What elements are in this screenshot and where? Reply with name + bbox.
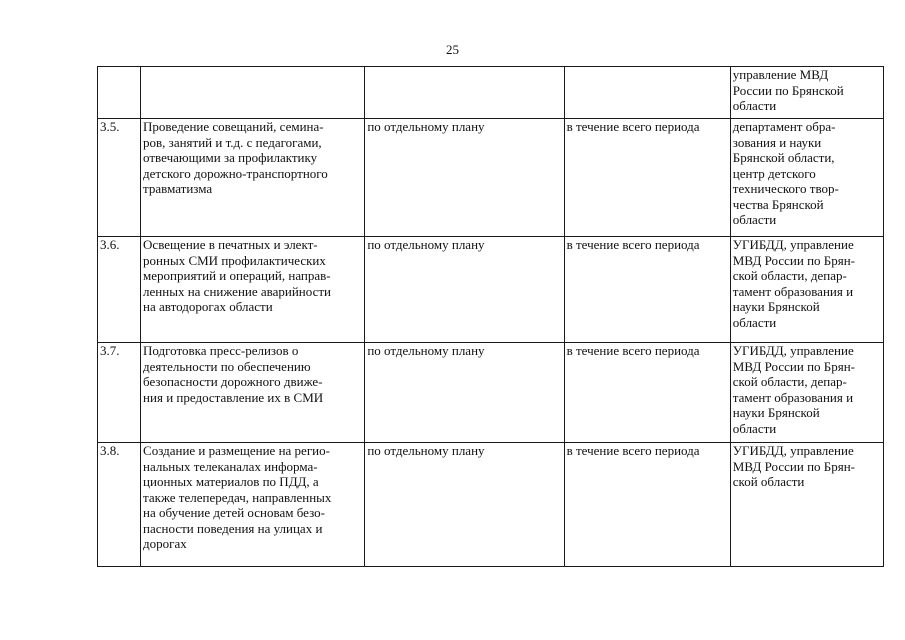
period-cell: в течение всего периода <box>564 237 730 343</box>
page-number: 25 <box>446 42 459 57</box>
responsible-cell: департамент обра- зования и науки Брянской области, центр детского технического твор- чества Брянской области <box>730 119 883 237</box>
plan-cell: по отдельному плану <box>365 237 564 343</box>
table-row-3-8 <box>98 443 884 567</box>
table-row-3-7 <box>98 343 884 443</box>
measure-name-cell: Освещение в печатных и элект- ронных СМИ профилактических мероприятий и операций, направ- ленных на снижение аварийности на автодорогах области <box>141 237 365 343</box>
measure-name-cell: Подготовка пресс-релизов о деятельности по обеспечению безопасности дорожного движе- ния и предоставление их в СМИ <box>141 343 365 443</box>
row-number-cell: 3.5. <box>98 119 141 237</box>
period-cell: в течение всего периода <box>564 119 730 237</box>
measure-name-cell: Проведение совещаний, семина- ров, занятий и т.д. с педагогами, отвечающими за профилактику детского дорожно-транспортного травматизма <box>141 119 365 237</box>
plan-cell: по отдельному плану <box>365 443 564 567</box>
table-row-3-6 <box>98 237 884 343</box>
row-number-cell: 3.7. <box>98 343 141 443</box>
plan-cell: по отдельному плану <box>365 343 564 443</box>
row-number-cell: 3.8. <box>98 443 141 567</box>
table-row-3-5 <box>98 119 884 237</box>
period-cell <box>564 67 730 119</box>
responsible-cell: УГИБДД, управление МВД России по Брян- ской области, депар- тамент образования и науки Брянской области <box>730 343 883 443</box>
measure-name-cell: Создание и размещение на регио- нальных телеканалах информа- ционных материалов по ПДД, а также телепередач, направленных на обучение детей основам безо- пасности поведения на улицах и дорогах <box>141 443 365 567</box>
plan-cell: по отдельному плану <box>365 119 564 237</box>
measures-table <box>97 66 884 567</box>
row-number-cell: 3.6. <box>98 237 141 343</box>
plan-cell <box>365 67 564 119</box>
responsible-cell: управление МВД России по Брянской области <box>730 67 883 119</box>
measure-name-cell <box>141 67 365 119</box>
row-number-cell <box>98 67 141 119</box>
responsible-cell: УГИБДД, управление МВД России по Брян- ской области, депар- тамент образования и науки Брянской области <box>730 237 883 343</box>
period-cell: в течение всего периода <box>564 443 730 567</box>
responsible-cell: УГИБДД, управление МВД России по Брян- ской области <box>730 443 883 567</box>
period-cell: в течение всего периода <box>564 343 730 443</box>
table-row-continuation <box>98 67 884 119</box>
